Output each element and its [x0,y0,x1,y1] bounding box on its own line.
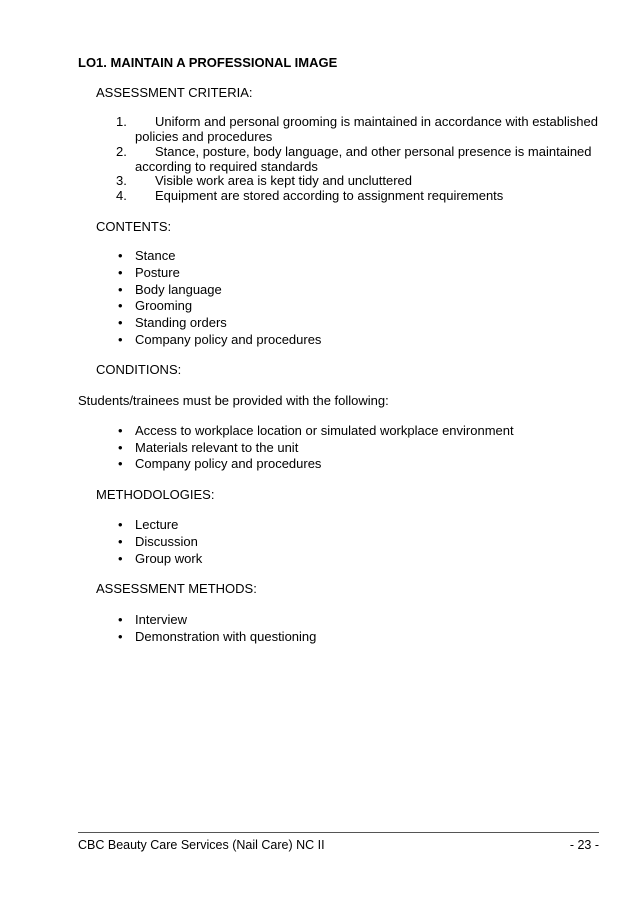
criteria-number: 4. [116,188,127,203]
conditions-heading: CONDITIONS: [96,362,182,377]
criteria-text: Stance, posture, body language, and other personal presence is maintained [155,144,592,159]
criteria-text: Equipment are stored according to assignment requirements [155,188,504,203]
list-item-text: Lecture [135,517,179,532]
footer-page-number: - 23 - [569,838,599,852]
list-item-text: Demonstration with questioning [135,629,317,644]
contents-heading: CONTENTS: [96,219,172,234]
assessment-criteria-heading: ASSESSMENT CRITERIA: [96,85,253,100]
criteria-text: Visible work area is kept tidy and uncluttered [155,173,413,188]
footer-document-title: CBC Beauty Care Services (Nail Care) NC II [78,838,325,852]
methodologies-heading: METHODOLOGIES: [96,487,215,502]
footer-divider [78,832,599,833]
list-item-text: Standing orders [135,315,227,330]
page-title: LO1. MAINTAIN A PROFESSIONAL IMAGE [78,55,338,70]
assessment-methods-heading: ASSESSMENT METHODS: [96,581,257,596]
list-item-text: Company policy and procedures [135,332,322,347]
list-item-text: Group work [135,551,203,566]
list-item-text: Company policy and procedures [135,456,322,471]
list-item-text: Posture [135,265,180,280]
list-item-text: Interview [135,612,188,627]
criteria-number: 3. [116,173,127,188]
list-item-text: Body language [135,282,222,297]
list-item-text: Discussion [135,534,198,549]
conditions-intro: Students/trainees must be provided with the following: [78,393,389,408]
list-item-text: Access to workplace location or simulated workplace environment [135,423,514,438]
criteria-number: 2. [116,144,127,159]
criteria-number: 1. [116,114,127,129]
criteria-text-cont: according to required standards [135,159,318,174]
criteria-text-cont: policies and procedures [135,129,273,144]
list-item-text: Stance [135,248,176,263]
list-item-text: Materials relevant to the unit [135,440,299,455]
list-item-text: Grooming [135,298,193,313]
criteria-text: Uniform and personal grooming is maintained in accordance with established [155,114,598,129]
